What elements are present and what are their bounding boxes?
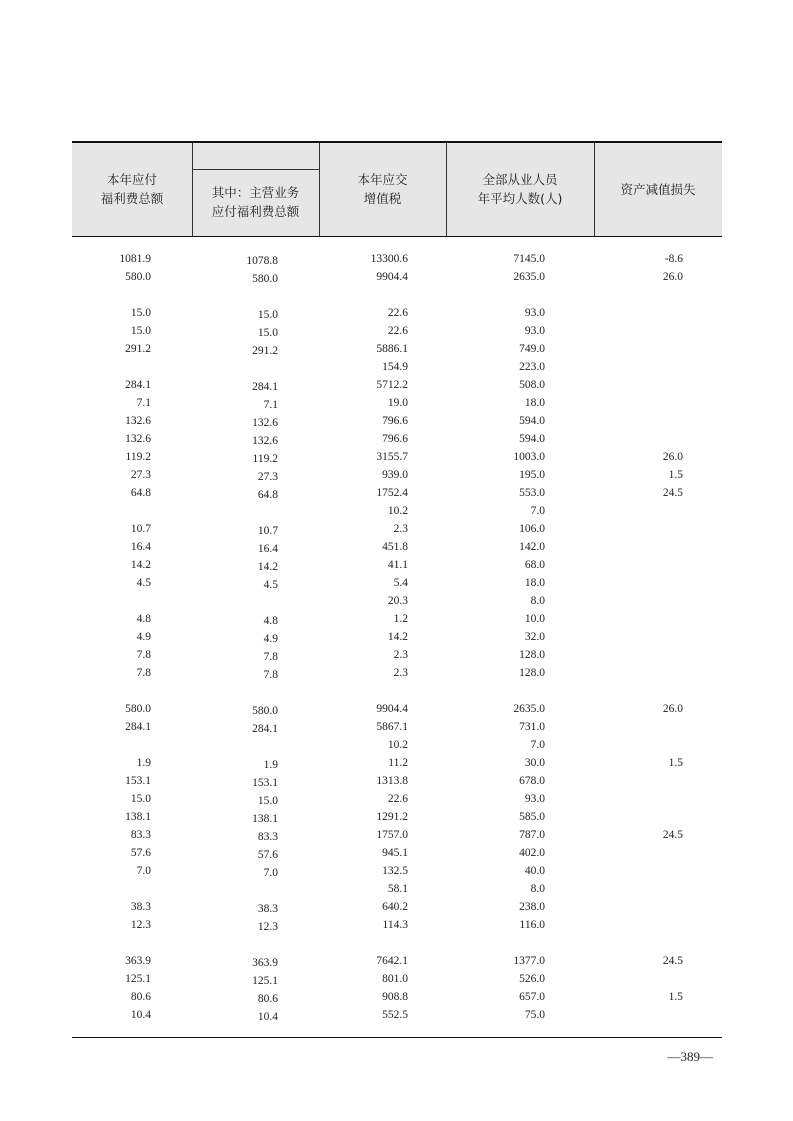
cell-welfare-payable: 4.5 <box>136 577 151 589</box>
subheader-rule <box>192 169 319 170</box>
table-bottom-rule <box>72 1037 722 1038</box>
cell-average-employees: 1003.0 <box>513 451 545 463</box>
cell-main-business-welfare: 4.5 <box>263 579 278 591</box>
cell-vat-payable: 1.2 <box>393 613 408 625</box>
cell-vat-payable: 2.3 <box>393 523 408 535</box>
cell-main-business-welfare: 7.8 <box>263 669 278 681</box>
cell-vat-payable: 11.2 <box>388 757 408 769</box>
cell-welfare-payable: 7.1 <box>136 397 151 409</box>
cell-vat-payable: 19.0 <box>387 397 408 409</box>
cell-welfare-payable: 12.3 <box>130 919 151 931</box>
cell-asset-impairment: 26.0 <box>662 271 683 283</box>
cell-average-employees: 585.0 <box>519 811 545 823</box>
cell-main-business-welfare: 38.3 <box>257 903 278 915</box>
cell-vat-payable: 10.2 <box>387 739 408 751</box>
cell-welfare-payable: 15.0 <box>130 307 151 319</box>
cell-welfare-payable: 125.1 <box>125 973 151 985</box>
cell-vat-payable: 132.5 <box>382 865 408 877</box>
cell-main-business-welfare: 12.3 <box>257 921 278 933</box>
cell-main-business-welfare: 15.0 <box>257 327 278 339</box>
cell-average-employees: 8.0 <box>530 595 545 607</box>
cell-vat-payable: 945.1 <box>382 847 408 859</box>
cell-vat-payable: 908.8 <box>382 991 408 1003</box>
cell-vat-payable: 640.2 <box>382 901 408 913</box>
cell-average-employees: 75.0 <box>524 1009 545 1021</box>
cell-vat-payable: 20.3 <box>387 595 408 607</box>
cell-vat-payable: 5712.2 <box>376 379 408 391</box>
cell-average-employees: 128.0 <box>519 649 545 661</box>
cell-average-employees: 93.0 <box>524 307 545 319</box>
cell-vat-payable: 14.2 <box>387 631 408 643</box>
cell-welfare-payable: 38.3 <box>130 901 151 913</box>
cell-vat-payable: 41.1 <box>387 559 408 571</box>
cell-vat-payable: 2.3 <box>393 667 408 679</box>
cell-welfare-payable: 7.8 <box>136 649 151 661</box>
cell-welfare-payable: 10.7 <box>130 523 151 535</box>
cell-main-business-welfare: 83.3 <box>257 831 278 843</box>
cell-main-business-welfare: 291.2 <box>252 345 278 357</box>
cell-main-business-welfare: 284.1 <box>252 381 278 393</box>
cell-vat-payable: 1313.8 <box>376 775 408 787</box>
cell-welfare-payable: 14.2 <box>130 559 151 571</box>
cell-welfare-payable: 291.2 <box>125 343 151 355</box>
page-number: —389— <box>667 1049 713 1064</box>
cell-asset-impairment: 24.5 <box>662 487 683 499</box>
cell-welfare-payable: 138.1 <box>125 811 151 823</box>
cell-vat-payable: 58.1 <box>387 883 408 895</box>
cell-welfare-payable: 27.3 <box>130 469 151 481</box>
cell-vat-payable: 552.5 <box>382 1009 408 1021</box>
cell-vat-payable: 3155.7 <box>376 451 408 463</box>
cell-main-business-welfare: 10.7 <box>257 525 278 537</box>
cell-main-business-welfare: 580.0 <box>252 705 278 717</box>
cell-average-employees: 402.0 <box>519 847 545 859</box>
cell-average-employees: 749.0 <box>519 343 545 355</box>
cell-average-employees: 18.0 <box>524 577 545 589</box>
cell-asset-impairment: 26.0 <box>662 451 683 463</box>
cell-vat-payable: 796.6 <box>382 415 408 427</box>
cell-main-business-welfare: 15.0 <box>257 795 278 807</box>
cell-average-employees: 18.0 <box>524 397 545 409</box>
cell-average-employees: 40.0 <box>524 865 545 877</box>
cell-average-employees: 116.0 <box>519 919 545 931</box>
cell-asset-impairment: 1.5 <box>668 757 683 769</box>
cell-welfare-payable: 7.0 <box>136 865 151 877</box>
cell-main-business-welfare: 15.0 <box>257 309 278 321</box>
cell-main-business-welfare: 10.4 <box>257 1011 278 1023</box>
cell-welfare-payable: 4.9 <box>136 631 151 643</box>
cell-average-employees: 7.0 <box>530 739 545 751</box>
cell-asset-impairment: 24.5 <box>662 955 683 967</box>
cell-vat-payable: 5867.1 <box>376 721 408 733</box>
cell-welfare-payable: 83.3 <box>130 829 151 841</box>
cell-average-employees: 106.0 <box>519 523 545 535</box>
cell-vat-payable: 1291.2 <box>376 811 408 823</box>
cell-vat-payable: 796.6 <box>382 433 408 445</box>
cell-asset-impairment: 1.5 <box>668 469 683 481</box>
cell-vat-payable: 154.9 <box>382 361 408 373</box>
cell-vat-payable: 13300.6 <box>370 253 408 265</box>
cell-vat-payable: 22.6 <box>387 793 408 805</box>
cell-welfare-payable: 16.4 <box>130 541 151 553</box>
cell-welfare-payable: 580.0 <box>125 703 151 715</box>
cell-vat-payable: 22.6 <box>387 307 408 319</box>
cell-main-business-welfare: 7.1 <box>263 399 278 411</box>
cell-average-employees: 8.0 <box>530 883 545 895</box>
header-vat-payable: 本年应交 增值税 <box>357 172 408 206</box>
cell-average-employees: 10.0 <box>524 613 545 625</box>
cell-vat-payable: 22.6 <box>387 325 408 337</box>
cell-main-business-welfare: 153.1 <box>252 777 278 789</box>
cell-average-employees: 731.0 <box>519 721 545 733</box>
cell-vat-payable: 9904.4 <box>376 271 408 283</box>
cell-welfare-payable: 132.6 <box>125 415 151 427</box>
cell-main-business-welfare: 27.3 <box>257 471 278 483</box>
cell-average-employees: 32.0 <box>524 631 545 643</box>
cell-vat-payable: 1757.0 <box>376 829 408 841</box>
cell-average-employees: 678.0 <box>519 775 545 787</box>
cell-asset-impairment: 26.0 <box>662 703 683 715</box>
cell-average-employees: 594.0 <box>519 433 545 445</box>
cell-vat-payable: 5886.1 <box>376 343 408 355</box>
cell-welfare-payable: 284.1 <box>125 721 151 733</box>
cell-vat-payable: 451.8 <box>382 541 408 553</box>
cell-average-employees: 195.0 <box>519 469 545 481</box>
cell-welfare-payable: 7.8 <box>136 667 151 679</box>
cell-main-business-welfare: 119.2 <box>252 453 278 465</box>
cell-main-business-welfare: 132.6 <box>252 435 278 447</box>
cell-main-business-welfare: 132.6 <box>252 417 278 429</box>
cell-welfare-payable: 284.1 <box>125 379 151 391</box>
cell-vat-payable: 939.0 <box>382 469 408 481</box>
cell-welfare-payable: 10.4 <box>130 1009 151 1021</box>
cell-average-employees: 93.0 <box>524 325 545 337</box>
cell-main-business-welfare: 64.8 <box>257 489 278 501</box>
cell-main-business-welfare: 57.6 <box>257 849 278 861</box>
cell-average-employees: 2635.0 <box>513 703 545 715</box>
cell-average-employees: 508.0 <box>519 379 545 391</box>
header-bottom-rule <box>72 236 722 237</box>
cell-welfare-payable: 1081.9 <box>119 253 151 265</box>
cell-welfare-payable: 64.8 <box>130 487 151 499</box>
cell-average-employees: 526.0 <box>519 973 545 985</box>
cell-vat-payable: 10.2 <box>387 505 408 517</box>
cell-main-business-welfare: 1078.8 <box>246 255 278 267</box>
cell-average-employees: 128.0 <box>519 667 545 679</box>
cell-vat-payable: 2.3 <box>393 649 408 661</box>
cell-average-employees: 142.0 <box>519 541 545 553</box>
cell-welfare-payable: 363.9 <box>125 955 151 967</box>
cell-average-employees: 238.0 <box>519 901 545 913</box>
cell-average-employees: 657.0 <box>519 991 545 1003</box>
cell-asset-impairment: 1.5 <box>668 991 683 1003</box>
cell-average-employees: 553.0 <box>519 487 545 499</box>
header-main-business-welfare: 其中：主营业务 应付福利费总额 <box>211 185 300 219</box>
cell-average-employees: 7.0 <box>530 505 545 517</box>
cell-asset-impairment: 24.5 <box>662 829 683 841</box>
cell-asset-impairment: -8.6 <box>664 253 683 265</box>
cell-average-employees: 7145.0 <box>513 253 545 265</box>
cell-vat-payable: 9904.4 <box>376 703 408 715</box>
cell-average-employees: 68.0 <box>524 559 545 571</box>
cell-main-business-welfare: 16.4 <box>257 543 278 555</box>
header-welfare-payable: 本年应付 福利费总额 <box>100 172 164 206</box>
cell-main-business-welfare: 125.1 <box>252 975 278 987</box>
cell-vat-payable: 801.0 <box>382 973 408 985</box>
cell-vat-payable: 1752.4 <box>376 487 408 499</box>
cell-average-employees: 93.0 <box>524 793 545 805</box>
cell-welfare-payable: 1.9 <box>136 757 151 769</box>
cell-average-employees: 223.0 <box>519 361 545 373</box>
cell-vat-payable: 7642.1 <box>376 955 408 967</box>
table-top-rule <box>72 141 722 143</box>
cell-main-business-welfare: 138.1 <box>252 813 278 825</box>
cell-main-business-welfare: 7.8 <box>263 651 278 663</box>
cell-average-employees: 1377.0 <box>513 955 545 967</box>
cell-welfare-payable: 80.6 <box>130 991 151 1003</box>
cell-welfare-payable: 57.6 <box>130 847 151 859</box>
cell-main-business-welfare: 580.0 <box>252 273 278 285</box>
cell-average-employees: 30.0 <box>524 757 545 769</box>
cell-main-business-welfare: 80.6 <box>257 993 278 1005</box>
cell-main-business-welfare: 14.2 <box>257 561 278 573</box>
cell-welfare-payable: 580.0 <box>125 271 151 283</box>
header-average-employees: 全部从业人员 年平均人数(人) <box>477 172 563 206</box>
cell-main-business-welfare: 4.8 <box>263 615 278 627</box>
cell-main-business-welfare: 1.9 <box>263 759 278 771</box>
cell-welfare-payable: 15.0 <box>130 325 151 337</box>
cell-average-employees: 594.0 <box>519 415 545 427</box>
cell-main-business-welfare: 7.0 <box>263 867 278 879</box>
cell-vat-payable: 5.4 <box>393 577 408 589</box>
cell-main-business-welfare: 363.9 <box>252 957 278 969</box>
cell-main-business-welfare: 4.9 <box>263 633 278 645</box>
cell-welfare-payable: 119.2 <box>125 451 151 463</box>
cell-welfare-payable: 153.1 <box>125 775 151 787</box>
cell-main-business-welfare: 284.1 <box>252 723 278 735</box>
cell-welfare-payable: 15.0 <box>130 793 151 805</box>
cell-average-employees: 2635.0 <box>513 271 545 283</box>
cell-vat-payable: 114.3 <box>382 919 408 931</box>
header-asset-impairment: 资产减值损失 <box>620 182 696 197</box>
cell-average-employees: 787.0 <box>519 829 545 841</box>
cell-welfare-payable: 132.6 <box>125 433 151 445</box>
cell-welfare-payable: 4.8 <box>136 613 151 625</box>
